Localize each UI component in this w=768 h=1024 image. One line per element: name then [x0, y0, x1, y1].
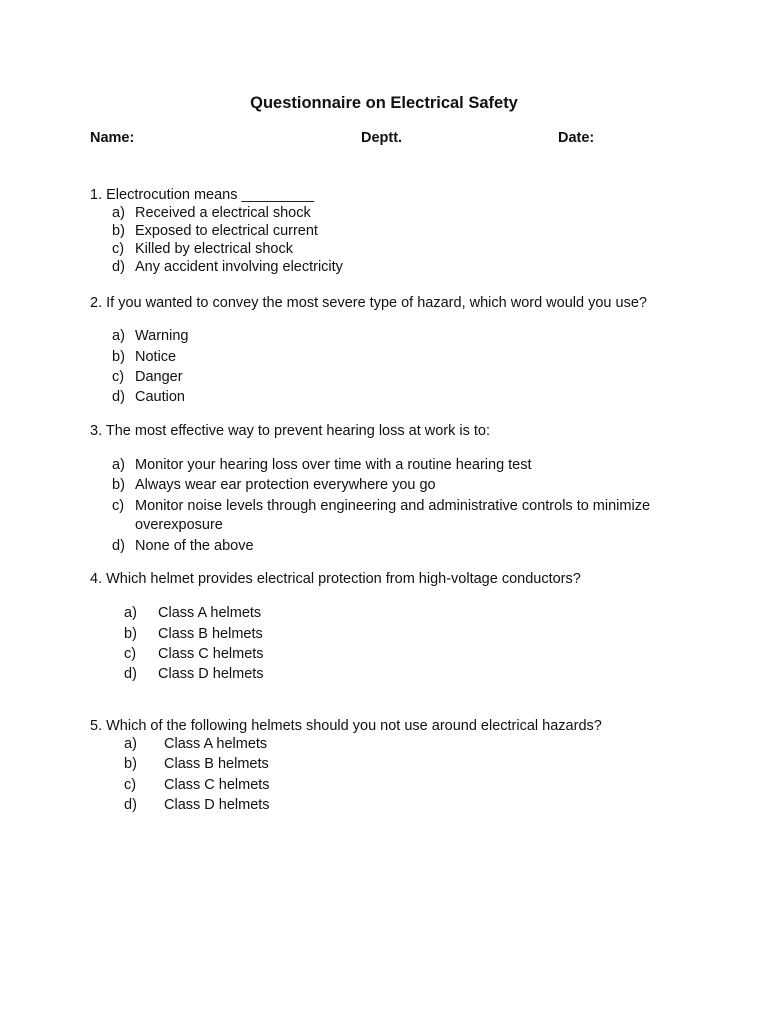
option-letter: b): [124, 756, 137, 772]
option-text: Class D helmets: [158, 666, 264, 682]
date-label: Date:: [558, 130, 595, 146]
option-text: Killed by electrical shock: [135, 241, 293, 257]
page-title: Questionnaire on Electrical Safety: [250, 94, 518, 112]
option-text: Class A helmets: [164, 736, 268, 752]
option-letter: d): [124, 797, 137, 813]
option-text: Class D helmets: [164, 797, 270, 813]
option-letter: a): [112, 328, 125, 344]
question-text: 4. Which helmet provides electrical protection from high-voltage conductors?: [90, 571, 581, 587]
question-text: 2. If you wanted to convey the most severe type of hazard, which word would you use?: [90, 295, 647, 311]
option-letter: d): [112, 538, 125, 554]
option-text: Class A helmets: [158, 605, 262, 621]
option-text: Any accident involving electricity: [135, 259, 343, 275]
option-text-continued: overexposure: [135, 517, 223, 533]
option-text: Caution: [135, 389, 185, 405]
option-letter: b): [112, 349, 125, 365]
option-letter: d): [112, 389, 125, 405]
option-letter: d): [112, 259, 125, 275]
option-letter: a): [112, 457, 125, 473]
option-letter: b): [112, 477, 125, 493]
option-text: Notice: [135, 349, 177, 365]
option-text: Warning: [135, 328, 189, 344]
option-text: Class C helmets: [164, 777, 270, 793]
question-text: 1. Electrocution means _________: [90, 187, 315, 203]
option-text: Class C helmets: [158, 646, 264, 662]
option-text: Class B helmets: [158, 626, 263, 642]
option-text: Exposed to electrical current: [135, 223, 318, 239]
option-letter: d): [124, 666, 137, 682]
option-letter: a): [124, 736, 137, 752]
option-text: Received a electrical shock: [135, 205, 311, 221]
option-letter: a): [112, 205, 125, 221]
dept-label: Deptt.: [361, 130, 403, 146]
option-letter: a): [124, 605, 137, 621]
question-text: 5. Which of the following helmets should you not use around electrical hazards?: [90, 718, 602, 734]
question-text: 3. The most effective way to prevent hearing loss at work is to:: [90, 423, 491, 439]
option-letter: c): [124, 646, 137, 662]
option-text: Monitor your hearing loss over time with a routine hearing test: [135, 457, 532, 473]
option-letter: c): [124, 777, 137, 793]
option-letter: c): [112, 369, 125, 385]
option-letter: c): [112, 498, 125, 514]
option-text: Class B helmets: [164, 756, 269, 772]
option-text: None of the above: [135, 538, 254, 554]
option-text: Monitor noise levels through engineering and administrative controls to minimize: [135, 498, 651, 514]
option-text: Danger: [135, 369, 183, 385]
option-letter: b): [112, 223, 125, 239]
option-text: Always wear ear protection everywhere you go: [135, 477, 436, 493]
name-label: Name:: [90, 130, 135, 146]
option-letter: c): [112, 241, 125, 257]
option-letter: b): [124, 626, 137, 642]
